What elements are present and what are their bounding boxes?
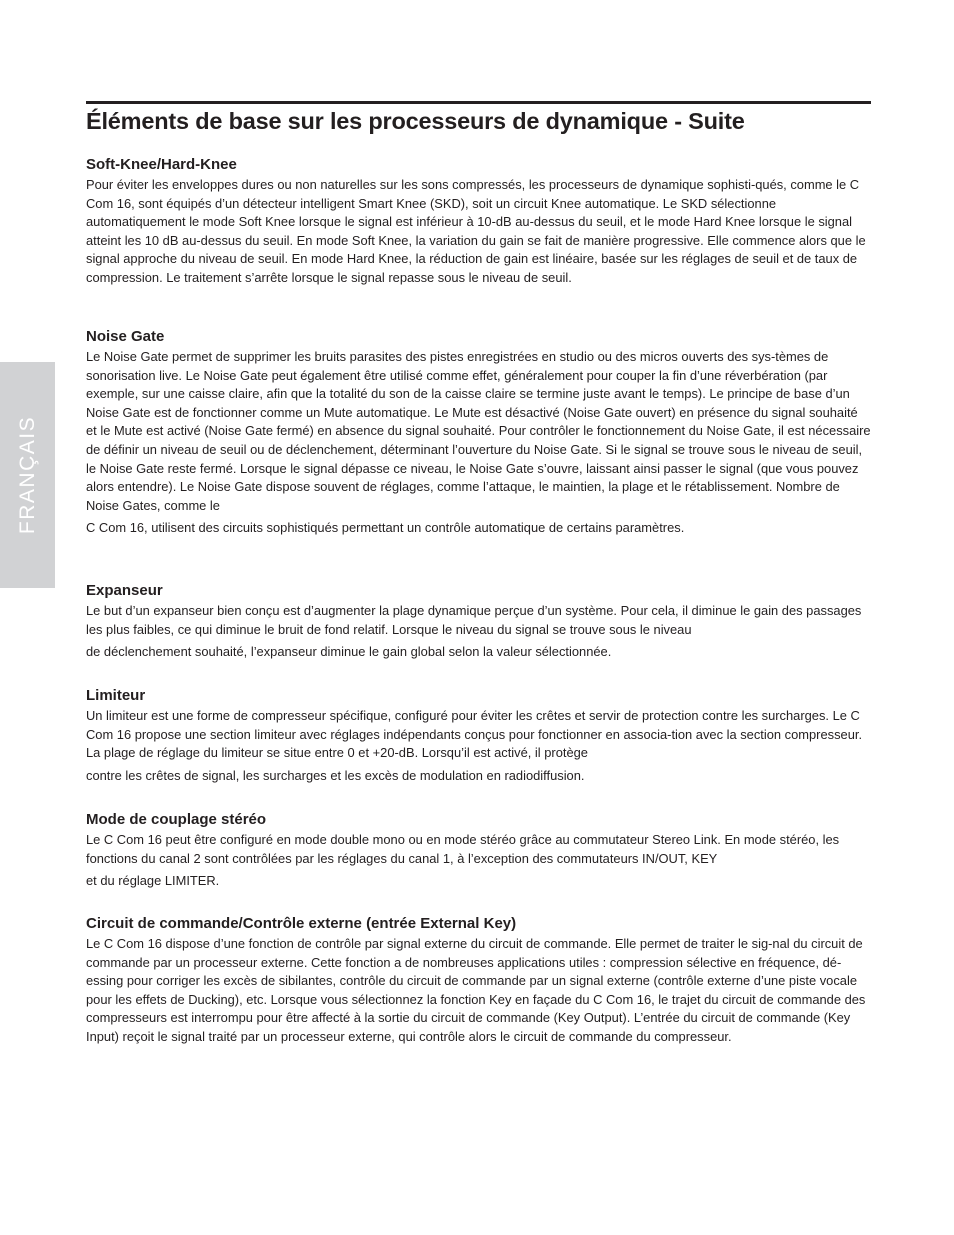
section-heading: Limiteur [86,687,146,704]
section-expanseur [86,582,871,662]
section-body-continued: de déclenchement souhaité, l’expanseur diminue le gain global selon la valeur sélectionnée. [86,644,612,660]
section-body: Le C Com 16 peut être configuré en mode double mono ou en mode stéréo grâce au commutateur Stereo Link. En mode stéréo, les fonctions du canal 2 sont contrôlées par les réglages du canal 1, à l’exception des commutateurs IN/OUT, KEY [86,832,840,866]
section-external-key [86,915,871,1047]
section-body-continued: contre les crêtes de signal, les surcharges et les excès de modulation en radiodiffusion. [86,767,585,783]
section-couplage-stereo [86,811,871,891]
header-rule [86,101,871,104]
section-soft-knee [86,156,871,288]
language-label: FRANÇAIS [15,415,39,535]
section-heading: Mode de couplage stéréo [86,811,267,828]
section-noise-gate [86,328,871,538]
section-heading: Soft-Knee/Hard-Knee [86,156,237,173]
section-body: Le C Com 16 dispose d’une fonction de contrôle par signal externe du circuit de commande. Elle permet de traiter le sig-nal du circuit de commande par un processeur externe. Cette fonction a de nombreuses applications utiles : compression sélective en fréquence, dé-essing pour corriger les excès de sibilantes, contrôle du circuit de commande par un signal externe (contrôle externe d’une piste vocale pour les effets de Ducking), etc. Lorsque vous sélectionnez la fonction Key en façade du C Com 16, le trajet du circuit de commande des compresseurs est interrompu pour être affecté à la sortie du circuit de commande (Key Output). L’entrée du circuit de commande (Key Input) reçoit le signal traité par un processeur externe, qui contrôle alors le circuit de commande du compresseur. [86,936,866,1044]
section-heading: Circuit de commande/Contrôle externe (entrée External Key) [86,915,517,932]
section-body-continued: et du réglage LIMITER. [86,873,220,889]
section-body: Le Noise Gate permet de supprimer les bruits parasites des pistes enregistrées en studio ou des micros ouverts des sys-tèmes de sonorisation live. Le Noise Gate peut également être utilisé comme effet, généralement pour couper la fin d’une réverbération (par exemple, sur une caisse claire, afin que la totalité du son de la caisse claire se termine juste avant le temps). Le principe de base d’un Noise Gate est de fonctionner comme un Mute automatique. Le Mute est désactivé (Noise Gate ouvert) en présence du signal souhaité et le Mute est activé (Noise Gate fermé) en absence du signal souhaité. Pour contrôler le fonctionnement du Noise Gate, il est nécessaire de définir un niveau de seuil ou de déclenchement, déterminant l’ouverture du Noise Gate. Si le signal se trouve sous le niveau de seuil, le Noise Gate reste fermé. Lorsque le signal dépasse ce niveau, le Noise Gate s’ouvre, laissant ainsi passer le signal (que vous pouvez alors entendre). Le Noise Gate dispose souvent de réglages, comme l’attaque, le maintien, la plage et le rétablissement. Nombre de Noise Gates, comme le [86,349,871,513]
section-heading: Expanseur [86,582,163,599]
section-heading: Noise Gate [86,328,165,345]
section-limiteur [86,687,871,785]
section-body-continued: C Com 16, utilisent des circuits sophistiqués permettant un contrôle automatique de certains paramètres. [86,520,685,536]
page-title: Éléments de base sur les processeurs de dynamique - Suite [86,108,745,134]
language-side-tab [0,362,55,588]
section-body: Pour éviter les enveloppes dures ou non naturelles sur les sons compressés, les processeurs de dynamique sophisti-qués, comme le C Com 16, sont équipés d’un détecteur intelligent Smart Knee (SKD), soit un circuit Knee automatique. Le SKD sélectionne automatiquement le mode Soft Knee lorsque le signal est inférieur à 10-dB au-dessus du seuil, et le mode Hard Knee lorsque le signal atteint les 10 dB au-dessus du seuil. En mode Soft Knee, la variation du gain se fait de manière progressive. Elle commence alors que le signal approche du niveau de seuil. En mode Hard Knee, la réduction de gain est linéaire, basée sur les réglages de seuil et de taux de compression. Le traitement s’arrête lorsque le signal repasse sous le niveau de seuil. [86,177,866,285]
section-body: Un limiteur est une forme de compresseur spécifique, configuré pour éviter les crêtes et servir de protection contre les surcharges. Le C Com 16 propose une section limiteur avec réglages indépendants conçus pour fonctionner en associa-tion avec la section compresseur. La plage de réglage du limiteur se situe entre 0 et +20-dB. Lorsqu’il est activé, il protège [86,708,863,761]
section-body: Le but d’un expanseur bien conçu est d’augmenter la plage dynamique perçue d’un système. Pour cela, il diminue le gain des passages les plus faibles, ce qui diminue le bruit de fond relatif. Lorsque le niveau du signal se trouve sous le niveau [86,603,862,637]
